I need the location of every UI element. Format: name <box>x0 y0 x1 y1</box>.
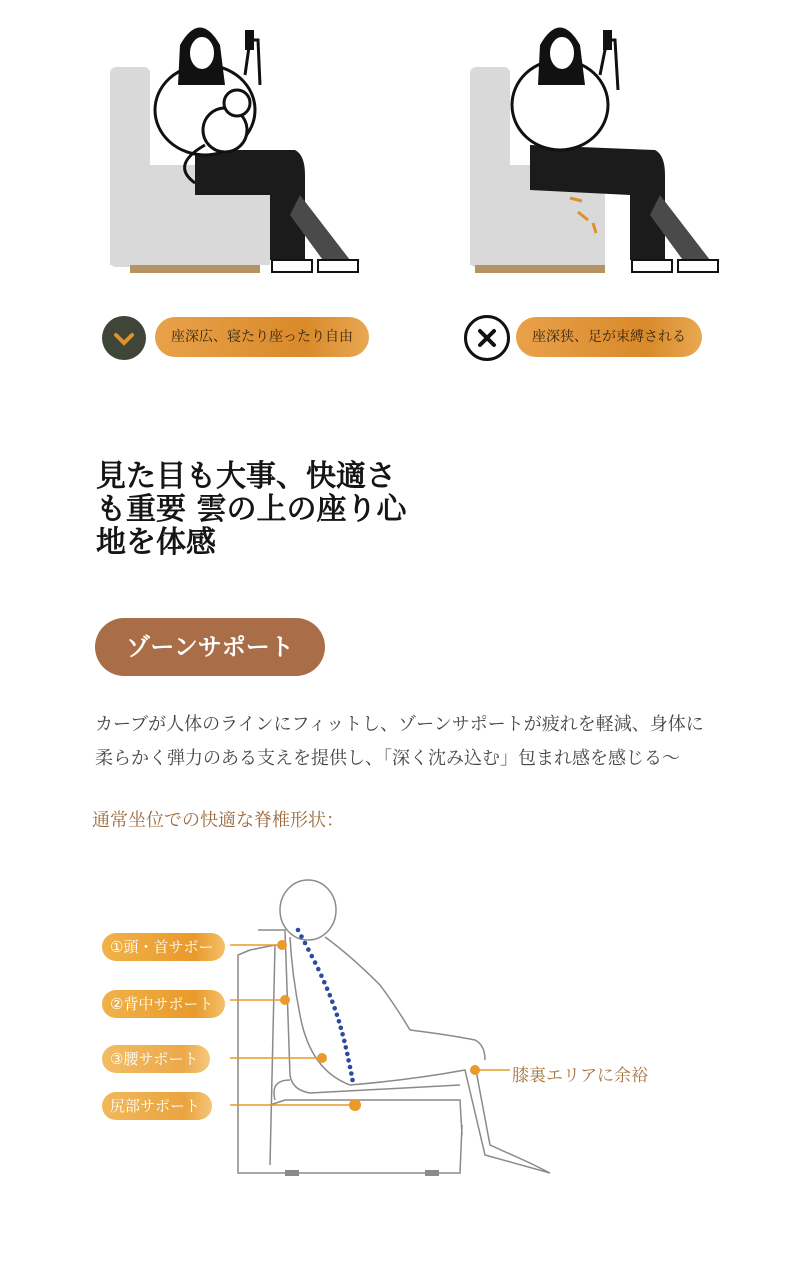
narrow-seat-label: 座深狭、足が束縛される <box>516 317 702 357</box>
page-heading <box>96 460 426 559</box>
description-paragraph <box>95 708 755 776</box>
heading-line-2: も重要 雲の上の座り心 <box>96 492 407 527</box>
spine-dot <box>322 980 327 985</box>
wide-seat-label: 座深広、寝たり座ったり自由 <box>155 317 369 357</box>
spine-dot <box>335 1013 340 1018</box>
description-line-2: 柔らかく弾力のある支えを提供し、「深く沈み込む」包まれ感を感じる～ <box>95 748 680 769</box>
zone-support-badge: ゾーンサポート <box>95 618 325 676</box>
spine-dot <box>303 941 308 946</box>
spine-dot <box>332 1006 337 1011</box>
spine-dot <box>319 973 324 978</box>
spine-subheading: 通常坐位での快適な脊椎形状： <box>92 810 344 831</box>
spine-dot <box>330 999 335 1004</box>
back-support-label: ②背中サポート <box>102 990 225 1018</box>
spine-dot <box>344 1045 349 1050</box>
spine-dot <box>296 928 301 933</box>
spine-dot <box>328 993 333 998</box>
spine-dot <box>349 1071 354 1076</box>
narrow-seat-illustration <box>460 15 720 280</box>
spine-dot <box>348 1065 353 1070</box>
wide-seat-illustration <box>100 15 360 280</box>
spine-dot <box>306 947 311 952</box>
spine-dot <box>350 1078 355 1083</box>
waist-support-label: ③腰サポート <box>102 1045 210 1073</box>
spine-dot <box>299 934 304 939</box>
spine-dot <box>310 954 315 959</box>
head-neck-support-label: ①頭・首サポー <box>102 933 225 961</box>
spine-dot <box>346 1058 351 1063</box>
heading-line-3: 地を体感 <box>96 525 216 560</box>
spine-support-diagram <box>230 875 570 1180</box>
spine-dot <box>342 1039 347 1044</box>
spine-dot <box>316 967 321 972</box>
description-line-1: カーブが人体のラインにフィットし、ゾーンサポートが疲れを軽減、身体に <box>95 714 704 735</box>
knee-area-label: 膝裏エリアに余裕 <box>512 1066 648 1086</box>
spine-dot <box>340 1032 345 1037</box>
hip-support-label: 尻部サポート <box>102 1092 212 1120</box>
spine-dot <box>325 986 330 991</box>
spine-dot <box>339 1026 344 1031</box>
check-icon <box>102 316 146 360</box>
spine-dot <box>313 960 318 965</box>
spine-dot <box>337 1019 342 1024</box>
heading-line-1: 見た目も大事、快適さ <box>96 459 396 494</box>
cross-icon <box>464 315 510 361</box>
spine-dot <box>345 1052 350 1057</box>
